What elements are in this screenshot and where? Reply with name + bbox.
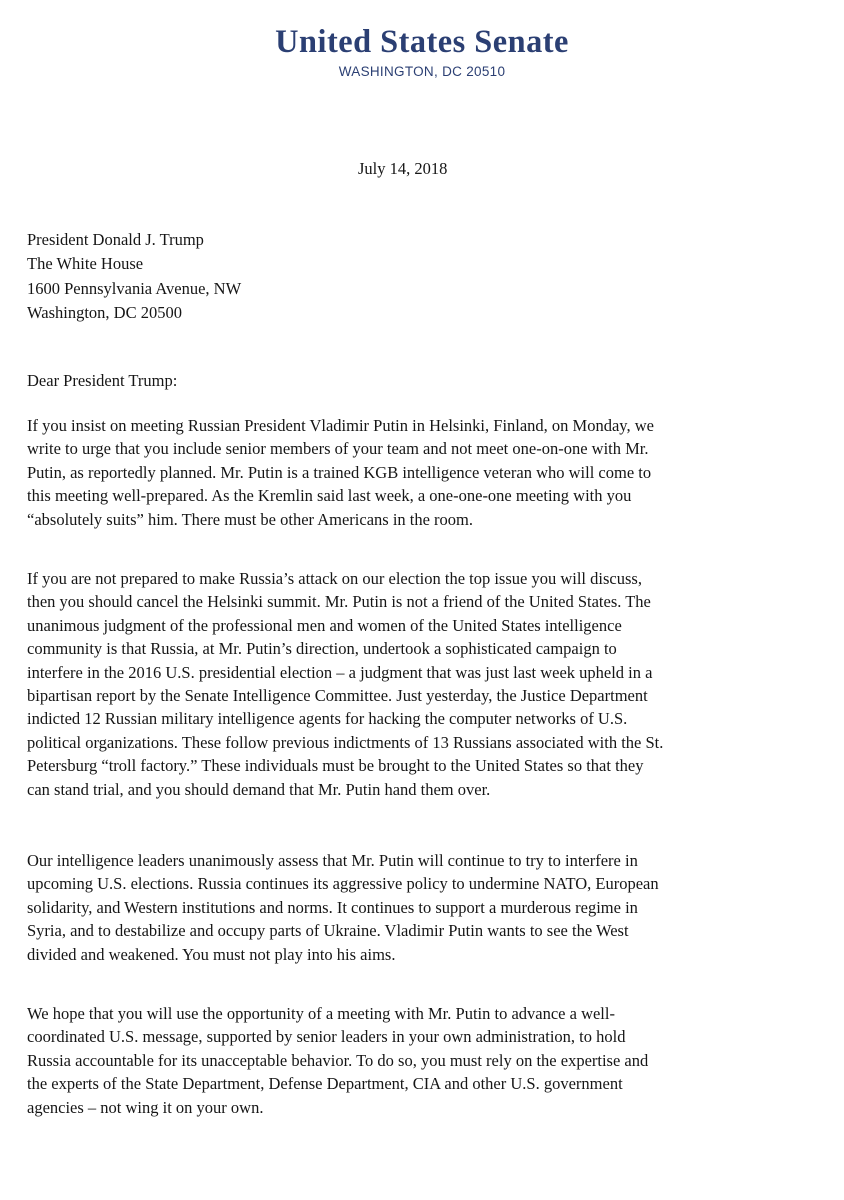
paragraph-line: interfere in the 2016 U.S. presidential election – a judgment that was just last week upheld in a	[27, 662, 653, 682]
paragraph-line: Our intelligence leaders unanimously assess that Mr. Putin will continue to try to interfere in	[27, 851, 638, 870]
paragraph-line: If you are not prepared to make Russia’s attack on our election the top issue you will discuss,	[27, 569, 642, 588]
letterhead-title: United States Senate	[275, 24, 569, 60]
paragraph-line: solidarity, and Western institutions and norms. It continues to support a murderous regime in	[27, 897, 638, 917]
paragraph-line: indicted 12 Russian military intelligence agents for hacking the computer networks of U.S.	[27, 709, 628, 729]
salutation: Dear President Trump:	[27, 371, 178, 390]
paragraph-line: bipartisan report by the Senate Intelligence Committee. Just yesterday, the Justice Department	[27, 686, 648, 706]
paragraph-line: Russia accountable for its unacceptable behavior. To do so, you must rely on the expertise and	[27, 1050, 649, 1070]
paragraph-1	[27, 414, 827, 531]
paragraph-line: “absolutely suits” him. There must be other Americans in the room.	[27, 509, 474, 529]
addressee-block	[27, 228, 241, 325]
paragraph-line: the experts of the State Department, Defense Department, CIA and other U.S. government	[27, 1074, 623, 1094]
paragraph-2	[27, 567, 827, 801]
addressee-city: Washington, DC 20500	[27, 302, 182, 322]
letter-date: July 14, 2018	[358, 159, 448, 178]
paragraph-line: can stand trial, and you should demand that Mr. Putin hand them over.	[27, 779, 491, 799]
paragraph-4	[27, 1002, 827, 1119]
letterhead-address: WASHINGTON, DC 20510	[338, 64, 506, 79]
paragraph-line: political organizations. These follow previous indictments of 13 Russians associated with the St.	[27, 732, 664, 752]
paragraph-3	[27, 849, 827, 966]
paragraph-line: this meeting well-prepared. As the Kremlin said last week, a one-one-one meeting with you	[27, 486, 632, 506]
paragraph-line: Putin, as reportedly planned. Mr. Putin is a trained KGB intelligence veteran who will come to	[27, 462, 652, 482]
letterhead	[0, 22, 844, 82]
addressee-organization: The White House	[27, 254, 144, 274]
paragraph-line: agencies – not wing it on your own.	[27, 1097, 264, 1117]
paragraph-line: If you insist on meeting Russian President Vladimir Putin in Helsinki, Finland, on Monday, we	[27, 416, 654, 435]
paragraph-line: then you should cancel the Helsinki summit. Mr. Putin is not a friend of the United States. The	[27, 592, 651, 612]
paragraph-line: Syria, and to destabilize and occupy parts of Ukraine. Vladimir Putin wants to see the West	[27, 921, 629, 941]
addressee-name: President Donald J. Trump	[27, 230, 204, 249]
paragraph-line: unanimous judgment of the professional men and women of the United States intelligence	[27, 615, 622, 635]
paragraph-line: upcoming U.S. elections. Russia continues its aggressive policy to undermine NATO, European	[27, 874, 659, 894]
paragraph-line: divided and weakened. You must not play into his aims.	[27, 944, 396, 964]
addressee-street: 1600 Pennsylvania Avenue, NW	[27, 278, 242, 298]
paragraph-line: Petersburg “troll factory.” These individuals must be brought to the United States so that they	[27, 756, 644, 776]
paragraph-line: coordinated U.S. message, supported by senior leaders in your own administration, to hold	[27, 1027, 626, 1047]
paragraph-line: write to urge that you include senior members of your team and not meet one-on-one with Mr.	[27, 439, 649, 459]
paragraph-line: We hope that you will use the opportunity of a meeting with Mr. Putin to advance a well-	[27, 1004, 615, 1023]
paragraph-line: community is that Russia, at Mr. Putin’s direction, undertook a sophisticated campaign to	[27, 639, 617, 659]
